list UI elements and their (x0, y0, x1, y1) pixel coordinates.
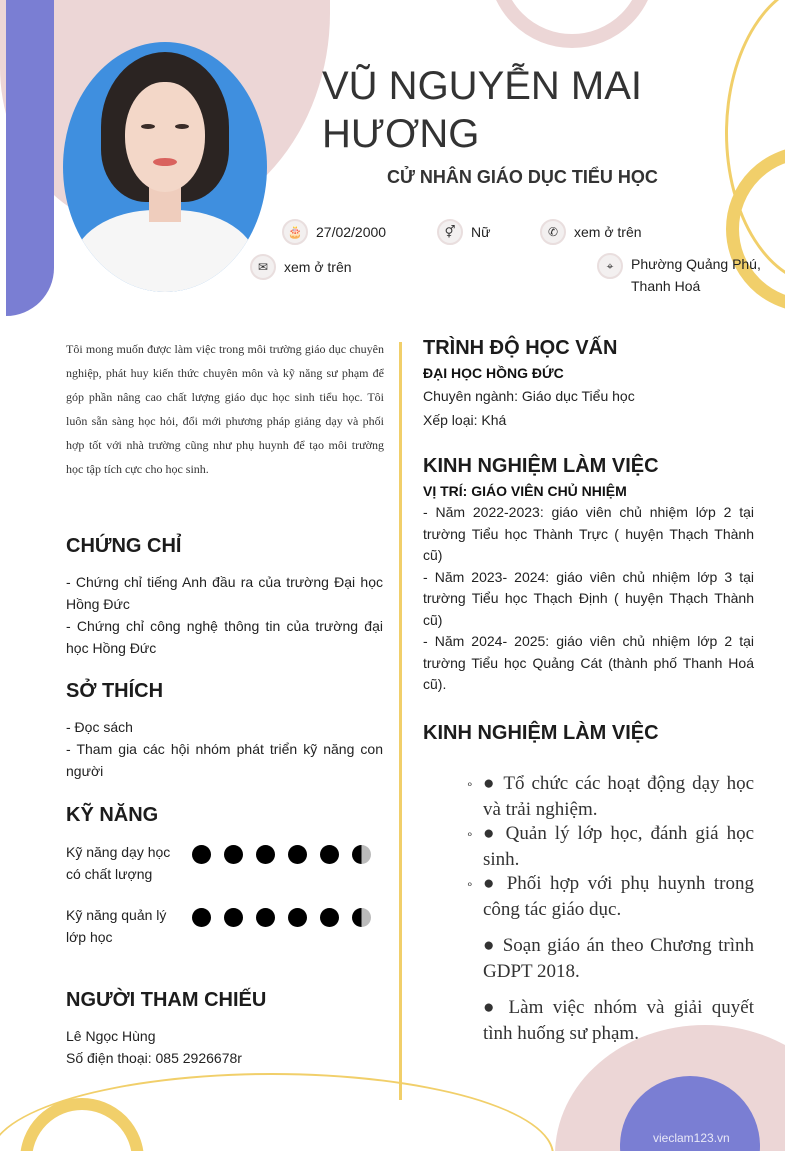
duty-text: ● Quản lý lớp học, đánh giá học sinh. (483, 823, 754, 870)
map-icon: ⌖ (597, 253, 623, 279)
rating-dot (224, 908, 243, 927)
rating-dot (320, 845, 339, 864)
gender-icon: ⚥ (437, 219, 463, 245)
email-info (250, 254, 352, 280)
experience-list (423, 502, 754, 696)
rating-dot (224, 845, 243, 864)
birthdate-info (282, 219, 386, 245)
certificates-heading: CHỨNG CHỈ (66, 535, 182, 557)
rating-dot (192, 845, 211, 864)
reference-heading: NGƯỜI THAM CHIẾU (66, 989, 267, 1011)
experience-heading: KINH NGHIỆM LÀM VIỆC (423, 455, 659, 477)
address-line-1: Phường Quảng Phú, (631, 256, 761, 272)
candidate-title: CỬ NHÂN GIÁO DỤC TIỂU HỌC (387, 167, 658, 187)
education-grade: Xếp loại: Khá (423, 412, 507, 428)
skill-label: Kỹ năng dạy học có chất lượng (66, 844, 171, 882)
skill-label: Kỹ năng quản lý lớp học (66, 907, 167, 945)
hobbies-list (66, 716, 383, 782)
reference-name: Lê Ngọc Hùng (66, 1028, 156, 1044)
rating-dot (192, 908, 211, 927)
skills-heading: KỸ NĂNG (66, 804, 159, 826)
rating-dot (256, 845, 275, 864)
email-value: xem ở trên (284, 259, 352, 275)
skill-rating (192, 908, 371, 927)
candidate-name: VŨ NGUYỄN MAI HƯƠNG (322, 64, 643, 156)
rating-dot (320, 908, 339, 927)
hobby-item: - Tham gia các hội nhóm phát triển kỹ năng con người (66, 741, 383, 779)
column-divider (399, 342, 402, 1100)
skill-row (66, 904, 371, 948)
avatar (63, 42, 267, 292)
experience-item: - Năm 2022-2023: giáo viên chủ nhiệm lớp 2 tại trường Tiểu học Thành Trực ( huyện Thạch Thành cũ) (423, 504, 754, 563)
certificate-item: - Chứng chỉ tiếng Anh đầu ra của trường Đại học Hồng Đức (66, 574, 383, 612)
reference-phone: Số điện thoại: 085 2926678r (66, 1050, 242, 1066)
experience-item: - Năm 2023- 2024: giáo viên chủ nhiệm lớp 3 tại trường Tiểu học Thạch Định ( huyện Thạch Thành cũ) (423, 568, 754, 628)
duty-item: ∘ ● Quản lý lớp học, đánh giá học sinh. (466, 823, 754, 870)
address-value (631, 253, 761, 297)
watermark: vieclam123.vn (653, 1131, 730, 1145)
rating-dot (288, 908, 307, 927)
experience-item: - Năm 2024- 2025: giáo viên chủ nhiệm lớp 2 tại trường Tiểu học Quảng Cát (thành phố Thanh Hoá cũ). (423, 633, 754, 692)
gender-info (437, 219, 490, 245)
career-objective: Tôi mong muốn được làm việc trong môi trường giáo dục chuyên nghiệp, phát huy kiến thức chuyên môn và kỹ năng sư phạm để góp phần nâng cao chất lượng giáo dục học sinh tiểu học. Tôi luôn sẵn sàng học hỏi, đổi mới phương pháp giảng dạy và phối hợp tốt với nhà trường cũng như phụ huynh để tạo môi trường học tập tích cực cho học sinh. (66, 342, 384, 476)
mail-icon: ✉ (250, 254, 276, 280)
education-details (423, 385, 754, 431)
phone-icon: ✆ (540, 219, 566, 245)
hobby-item: - Đọc sách (66, 719, 133, 735)
duty-item: ∘ ● Phối hợp với phụ huynh trong công tác giáo dục. (466, 873, 754, 920)
skill-rating (192, 845, 371, 864)
skill-row (66, 841, 371, 885)
experience2-heading: KINH NGHIỆM LÀM VIỆC (423, 722, 659, 744)
rating-dot (288, 845, 307, 864)
duties-list (466, 771, 754, 1047)
decor-purple-bar (6, 0, 54, 316)
decor-ring-top (488, 0, 656, 48)
duty-item: ● Soạn giáo án theo Chương trình GDPT 2018. (483, 935, 754, 982)
rating-dot-half (352, 908, 371, 927)
education-major: Chuyên ngành: Giáo dục Tiểu học (423, 388, 635, 404)
phone-info (540, 219, 642, 245)
rating-dot-half (352, 845, 371, 864)
address-info (597, 253, 761, 297)
phone-value: xem ở trên (574, 224, 642, 240)
education-heading: TRÌNH ĐỘ HỌC VẤN (423, 337, 618, 359)
birthdate-value: 27/02/2000 (316, 224, 387, 240)
education-school: ĐẠI HỌC HỒNG ĐỨC (423, 365, 564, 381)
duty-text: ● Phối hợp với phụ huynh trong công tác giáo dục. (483, 873, 754, 920)
duty-text: ● Tổ chức các hoạt động dạy học và trải nghiệm. (483, 773, 754, 820)
hobbies-heading: SỞ THÍCH (66, 680, 164, 702)
address-line-2: Thanh Hoá (631, 278, 701, 294)
gender-value: Nữ (471, 224, 491, 240)
experience-position: VỊ TRÍ: GIÁO VIÊN CHỦ NHIỆM (423, 483, 627, 499)
certificates-list (66, 571, 383, 659)
duty-item: ● Làm việc nhóm và giải quyết tình huống sư phạm. (483, 997, 754, 1044)
reference-details (66, 1025, 383, 1069)
duty-item: ∘ ● Tổ chức các hoạt động dạy học và trải nghiệm. (466, 773, 754, 820)
certificate-item: - Chứng chỉ công nghệ thông tin của trường đại học Hồng Đức (66, 618, 383, 656)
rating-dot (256, 908, 275, 927)
cake-icon: 🎂 (282, 219, 308, 245)
